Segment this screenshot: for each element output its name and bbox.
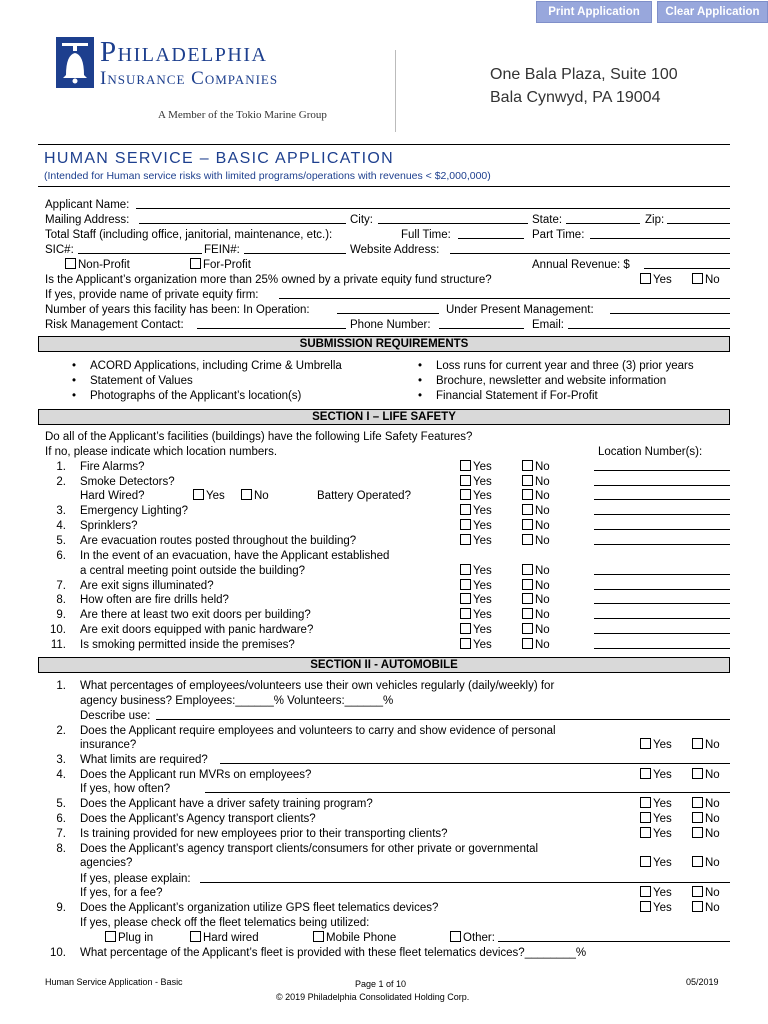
q-number: 6.	[56, 813, 66, 825]
annual-revenue-field[interactable]	[644, 258, 730, 269]
mailing-address-field[interactable]	[139, 213, 346, 224]
location-number-field[interactable]	[594, 504, 730, 515]
annual-revenue-label: Annual Revenue: $	[532, 259, 630, 271]
pe-firm-label: If yes, provide name of private equity firm:	[45, 289, 259, 301]
pe-no-option[interactable]	[692, 273, 720, 287]
yes-checkbox[interactable]	[640, 901, 651, 912]
mobile-phone-checkbox[interactable]	[313, 931, 324, 942]
page-title: HUMAN SERVICE – BASIC APPLICATION	[44, 150, 394, 167]
member-tagline: A Member of the Tokio Marine Group	[158, 109, 327, 121]
s2-q5: Does the Applicant have a driver safety training program?	[80, 798, 373, 810]
submission-item: • Photographs of the Applicant’s location(s)	[90, 389, 301, 403]
clear-application-button[interactable]: Clear Application	[657, 1, 768, 23]
q-number: 4.	[56, 769, 66, 781]
non-profit-option[interactable]	[65, 258, 130, 272]
no-checkbox[interactable]	[692, 886, 703, 897]
risk-contact-label: Risk Management Contact:	[45, 319, 184, 331]
risk-contact-field[interactable]	[197, 318, 346, 329]
section1-intro1: Do all of the Applicant’s facilities (buildings) have the following Life Safety Features?	[45, 431, 473, 443]
yes-checkbox[interactable]	[640, 812, 651, 823]
other-label: Other:	[463, 932, 495, 944]
s2-no-option[interactable]	[692, 738, 720, 752]
s1-q11: Is smoking permitted inside the premises?	[80, 639, 295, 651]
no-checkbox[interactable]	[522, 504, 533, 515]
no-checkbox[interactable]	[522, 534, 533, 545]
limits-field[interactable]	[220, 753, 730, 764]
no-checkbox[interactable]	[522, 460, 533, 471]
submission-item: • Brochure, newsletter and website information	[436, 374, 666, 388]
location-number-field[interactable]	[594, 519, 730, 530]
no-label: No	[705, 902, 720, 914]
no-label: No	[535, 520, 550, 532]
applicant-name-field[interactable]	[136, 198, 730, 209]
no-checkbox[interactable]	[692, 797, 703, 808]
hard-wired-yes-option[interactable]	[193, 489, 225, 503]
print-application-button[interactable]: Print Application	[536, 1, 652, 23]
part-time-field[interactable]	[590, 228, 730, 239]
s2-no-option[interactable]	[692, 901, 720, 915]
yes-checkbox[interactable]	[460, 504, 471, 515]
s2-q9b: If yes, please check off the fleet telematics being utilized:	[80, 917, 370, 929]
footer-date: 05/2019	[686, 977, 719, 987]
yes-checkbox[interactable]	[460, 460, 471, 471]
submission-item: • Financial Statement if For-Profit	[436, 389, 598, 403]
under-management-label: Under Present Management:	[446, 304, 594, 316]
location-number-field[interactable]	[594, 608, 730, 619]
other-checkbox[interactable]	[450, 931, 461, 942]
no-checkbox[interactable]	[692, 738, 703, 749]
full-time-field[interactable]	[458, 228, 524, 239]
s1-no-option[interactable]	[522, 638, 550, 652]
location-number-field[interactable]	[594, 579, 730, 590]
yes-label: Yes	[473, 609, 492, 621]
yes-label: Yes	[653, 857, 672, 869]
hard-wired-label: Hard wired	[203, 932, 259, 944]
section1-intro2: If no, please indicate which location numbers.	[45, 446, 278, 458]
no-label: No	[535, 535, 550, 547]
q-number: 8.	[56, 594, 66, 606]
pe-yes-checkbox[interactable]	[640, 273, 651, 284]
no-label: No	[535, 476, 550, 488]
no-checkbox[interactable]	[522, 564, 533, 575]
q-number: 7.	[56, 828, 66, 840]
s1-no-option[interactable]	[522, 564, 550, 578]
q-number: 1.	[56, 461, 66, 473]
no-checkbox[interactable]	[522, 638, 533, 649]
s2-q6: Does the Applicant’s Agency transport clients?	[80, 813, 316, 825]
yes-label: Yes	[473, 639, 492, 651]
page-subtitle: (Intended for Human service risks with limited programs/operations with revenues < $2,000,000)	[44, 170, 491, 182]
q-number: 5.	[56, 535, 66, 547]
no-label: No	[705, 828, 720, 840]
mvr-often-field[interactable]	[205, 782, 730, 793]
years-in-operation-label: Number of years this facility has been: In Operation:	[45, 304, 310, 316]
yes-label: Yes	[653, 902, 672, 914]
q-number: 5.	[56, 798, 66, 810]
applicant-name-label: Applicant Name:	[45, 199, 130, 211]
s2-yes-option[interactable]	[640, 768, 672, 782]
s1-no-option[interactable]	[522, 504, 550, 518]
submission-item: • Statement of Values	[90, 374, 193, 388]
no-checkbox[interactable]	[522, 623, 533, 634]
s2-q2a: Does the Applicant require employees and volunteers to carry and show evidence of personal	[80, 725, 556, 737]
yes-label: Yes	[653, 739, 672, 751]
sic-field[interactable]	[78, 243, 202, 254]
title-bottom-rule	[38, 186, 730, 187]
s2-yes-option[interactable]	[640, 827, 672, 841]
yes-label: Yes	[653, 813, 672, 825]
s1-q8: How often are fire drills held?	[80, 594, 229, 606]
s2-q3: What limits are required?	[80, 754, 208, 766]
s2-q9: Does the Applicant’s organization utilize GPS fleet telematics devices?	[80, 902, 439, 914]
email-field[interactable]	[568, 318, 730, 329]
s1-no-option[interactable]	[522, 623, 550, 637]
s1-hard-wired: Hard Wired?	[80, 490, 145, 502]
q-number: 2.	[56, 476, 66, 488]
liberty-bell-logo	[56, 37, 94, 88]
pe-yes-option[interactable]	[640, 273, 672, 287]
s1-q4: Sprinklers?	[80, 520, 138, 532]
footer-page: Page 1 of 10	[355, 979, 407, 989]
s1-battery: Battery Operated?	[317, 490, 411, 502]
sic-label: SIC#:	[45, 244, 74, 256]
s1-q6b: a central meeting point outside the building?	[80, 565, 306, 577]
q-number: 7.	[56, 580, 66, 592]
no-label: No	[705, 274, 720, 286]
s2-yes-option[interactable]	[640, 856, 672, 870]
s2-yes-option[interactable]	[640, 886, 672, 900]
s2-q1a: What percentages of employees/volunteers use their own vehicles regularly (daily/weekly) for	[80, 680, 555, 692]
yes-label: Yes	[653, 274, 672, 286]
s1-no-option[interactable]	[522, 475, 550, 489]
yes-checkbox[interactable]	[640, 886, 651, 897]
pe-firm-field[interactable]	[279, 288, 730, 299]
no-label: No	[535, 565, 550, 577]
s1-no-option[interactable]	[522, 489, 550, 503]
yes-label: Yes	[653, 887, 672, 899]
no-label: No	[535, 624, 550, 636]
no-label: No	[705, 739, 720, 751]
q-number: 1.	[56, 680, 66, 692]
yes-label: Yes	[653, 828, 672, 840]
s2-q4: Does the Applicant run MVRs on employees?	[80, 769, 312, 781]
yes-checkbox[interactable]	[460, 475, 471, 486]
full-time-label: Full Time:	[401, 229, 451, 241]
s1-q2: Smoke Detectors?	[80, 476, 175, 488]
no-checkbox[interactable]	[241, 489, 252, 500]
mobile-phone-option[interactable]	[313, 931, 396, 945]
s2-yes-option[interactable]	[640, 812, 672, 826]
s1-yes-option[interactable]	[460, 623, 492, 637]
under-management-field[interactable]	[610, 303, 730, 314]
q-number: 10.	[50, 624, 66, 636]
for-profit-checkbox[interactable]	[190, 258, 201, 269]
no-checkbox[interactable]	[522, 579, 533, 590]
no-checkbox[interactable]	[692, 812, 703, 823]
yes-checkbox[interactable]	[460, 564, 471, 575]
no-label: No	[535, 639, 550, 651]
location-number-field[interactable]	[594, 475, 730, 486]
zip-label: Zip:	[645, 214, 665, 226]
no-checkbox[interactable]	[522, 475, 533, 486]
no-label: No	[535, 505, 550, 517]
s2-no-option[interactable]	[692, 797, 720, 811]
s1-yes-option[interactable]	[460, 593, 492, 607]
company-name-line1: Philadelphia	[100, 36, 268, 68]
fein-field[interactable]	[244, 243, 346, 254]
s2-q8d: If yes, for a fee?	[80, 887, 163, 899]
pe-no-checkbox[interactable]	[692, 273, 703, 284]
s2-q4b: If yes, how often?	[80, 783, 171, 795]
no-label: No	[705, 887, 720, 899]
address-line1: One Bala Plaza, Suite 100	[490, 66, 678, 83]
s1-no-option[interactable]	[522, 460, 550, 474]
yes-label: Yes	[473, 461, 492, 473]
s1-q9: Are there at least two exit doors per building?	[80, 609, 311, 621]
no-label: No	[535, 580, 550, 592]
yes-label: Yes	[653, 798, 672, 810]
s2-yes-option[interactable]	[640, 738, 672, 752]
q-number: 4.	[56, 520, 66, 532]
yes-checkbox[interactable]	[460, 623, 471, 634]
describe-use-field[interactable]	[156, 709, 730, 720]
q-number: 3.	[56, 754, 66, 766]
zip-field[interactable]	[667, 213, 730, 224]
s1-no-option[interactable]	[522, 608, 550, 622]
s1-q10: Are exit doors equipped with panic hardware?	[80, 624, 314, 636]
no-checkbox[interactable]	[692, 827, 703, 838]
plug-in-checkbox[interactable]	[105, 931, 116, 942]
address-line2: Bala Cynwyd, PA 19004	[490, 89, 661, 106]
hard-wired-no-option[interactable]	[241, 489, 269, 503]
section1-header: SECTION I – LIFE SAFETY	[38, 409, 730, 425]
mailing-address-label: Mailing Address:	[45, 214, 130, 226]
no-label: No	[705, 769, 720, 781]
yes-label: Yes	[473, 565, 492, 577]
yes-label: Yes	[473, 520, 492, 532]
no-checkbox[interactable]	[522, 608, 533, 619]
submission-requirements-header: SUBMISSION REQUIREMENTS	[38, 336, 730, 352]
s1-q6a: In the event of an evacuation, have the Applicant established	[80, 550, 390, 562]
other-option[interactable]	[450, 931, 495, 945]
location-number-field[interactable]	[594, 489, 730, 500]
q-number: 10.	[50, 947, 66, 959]
other-field[interactable]	[498, 931, 730, 942]
s2-q8c: If yes, please explain:	[80, 873, 191, 885]
s1-yes-option[interactable]	[460, 564, 492, 578]
s1-yes-option[interactable]	[460, 608, 492, 622]
non-profit-label: Non-Profit	[78, 259, 130, 271]
s2-no-option[interactable]	[692, 886, 720, 900]
private-equity-question: Is the Applicant’s organization more than 25% owned by a private equity fund structure?	[45, 274, 492, 286]
yes-label: Yes	[473, 580, 492, 592]
no-label: No	[705, 857, 720, 869]
s2-q8b: agencies?	[80, 857, 133, 869]
s1-q7: Are exit signs illuminated?	[80, 580, 214, 592]
no-checkbox[interactable]	[522, 519, 533, 530]
yes-checkbox[interactable]	[460, 519, 471, 530]
s1-q3: Emergency Lighting?	[80, 505, 189, 517]
location-number-field[interactable]	[594, 623, 730, 634]
submission-item: • ACORD Applications, including Crime & Umbrella	[90, 359, 342, 373]
no-label: No	[705, 813, 720, 825]
q-number: 9.	[56, 609, 66, 621]
yes-checkbox[interactable]	[460, 579, 471, 590]
yes-checkbox[interactable]	[193, 489, 204, 500]
city-label: City:	[350, 214, 373, 226]
no-label: No	[535, 461, 550, 473]
no-checkbox[interactable]	[522, 593, 533, 604]
s1-q5: Are evacuation routes posted throughout the building?	[80, 535, 357, 547]
s2-no-option[interactable]	[692, 812, 720, 826]
state-label: State:	[532, 214, 563, 226]
yes-checkbox[interactable]	[640, 738, 651, 749]
s2-q1b: agency business? Employees:______% Volunteers:______%	[80, 695, 394, 707]
yes-label: Yes	[473, 535, 492, 547]
yes-checkbox[interactable]	[460, 593, 471, 604]
yes-label: Yes	[653, 769, 672, 781]
section2-header: SECTION II - AUTOMOBILE	[38, 657, 730, 673]
s2-q10: What percentage of the Applicant’s fleet is provided with these fleet telematics devices?________%	[80, 947, 587, 959]
no-checkbox[interactable]	[692, 768, 703, 779]
no-label: No	[254, 490, 269, 502]
location-number-field[interactable]	[594, 534, 730, 545]
s1-yes-option[interactable]	[460, 579, 492, 593]
s2-yes-option[interactable]	[640, 901, 672, 915]
no-label: No	[535, 594, 550, 606]
yes-label: Yes	[473, 594, 492, 606]
q-number: 9.	[56, 902, 66, 914]
years-in-operation-field[interactable]	[337, 303, 439, 314]
no-label: No	[535, 490, 550, 502]
s1-yes-option[interactable]	[460, 504, 492, 518]
total-staff-label: Total Staff (including office, janitorial, maintenance, etc.):	[45, 229, 333, 241]
s1-q1: Fire Alarms?	[80, 461, 145, 473]
s1-yes-option[interactable]	[460, 460, 492, 474]
location-number-field[interactable]	[594, 638, 730, 649]
footer-copyright: © 2019 Philadelphia Consolidated Holding Corp.	[276, 992, 470, 1002]
q-number: 2.	[56, 725, 66, 737]
hard-wired-checkbox[interactable]	[190, 931, 201, 942]
yes-label: Yes	[473, 624, 492, 636]
no-checkbox[interactable]	[692, 856, 703, 867]
yes-checkbox[interactable]	[640, 827, 651, 838]
yes-label: Yes	[473, 505, 492, 517]
website-label: Website Address:	[350, 244, 440, 256]
s1-yes-option[interactable]	[460, 519, 492, 533]
q-number: 11.	[50, 639, 66, 651]
yes-label: Yes	[473, 476, 492, 488]
phone-label: Phone Number:	[350, 319, 431, 331]
yes-checkbox[interactable]	[460, 534, 471, 545]
hard-wired-option[interactable]	[190, 931, 259, 945]
yes-checkbox[interactable]	[640, 797, 651, 808]
non-profit-checkbox[interactable]	[65, 258, 76, 269]
part-time-label: Part Time:	[532, 229, 585, 241]
location-number-field[interactable]	[594, 564, 730, 575]
for-profit-option[interactable]	[190, 258, 251, 272]
city-field[interactable]	[378, 213, 528, 224]
header-divider	[395, 50, 396, 132]
location-number-field[interactable]	[594, 593, 730, 604]
s2-q1c: Describe use:	[80, 710, 151, 722]
location-numbers-header: Location Number(s):	[598, 446, 703, 458]
s2-yes-option[interactable]	[640, 797, 672, 811]
plug-in-option[interactable]	[105, 931, 153, 945]
s1-no-option[interactable]	[522, 519, 550, 533]
q-number: 6.	[56, 550, 66, 562]
yes-checkbox[interactable]	[460, 489, 471, 500]
yes-checkbox[interactable]	[640, 768, 651, 779]
yes-checkbox[interactable]	[460, 638, 471, 649]
fein-label: FEIN#:	[204, 244, 240, 256]
s2-q8a: Does the Applicant’s agency transport clients/consumers for other private or governmental	[80, 843, 539, 855]
yes-checkbox[interactable]	[460, 608, 471, 619]
plug-in-label: Plug in	[118, 932, 154, 944]
submission-item: • Loss runs for current year and three (3) prior years	[436, 359, 694, 373]
for-profit-label: For-Profit	[203, 259, 251, 271]
q-number: 3.	[56, 505, 66, 517]
company-name-line2: Insurance Companies	[100, 68, 279, 89]
state-field[interactable]	[566, 213, 640, 224]
s1-yes-option[interactable]	[460, 475, 492, 489]
s1-yes-option[interactable]	[460, 638, 492, 652]
website-field[interactable]	[450, 243, 730, 254]
phone-field[interactable]	[439, 318, 524, 329]
no-checkbox[interactable]	[692, 901, 703, 912]
title-top-rule	[38, 144, 730, 145]
q-number: 8.	[56, 843, 66, 855]
location-number-field[interactable]	[594, 460, 730, 471]
s2-no-option[interactable]	[692, 827, 720, 841]
s2-q2b: insurance?	[80, 739, 137, 751]
footer-left: Human Service Application - Basic	[45, 977, 183, 987]
mobile-phone-label: Mobile Phone	[326, 932, 397, 944]
yes-label: Yes	[473, 490, 492, 502]
s2-no-option[interactable]	[692, 856, 720, 870]
s1-yes-option[interactable]	[460, 534, 492, 548]
yes-label: Yes	[206, 490, 225, 502]
s1-yes-option[interactable]	[460, 489, 492, 503]
email-label: Email:	[532, 319, 564, 331]
no-label: No	[535, 609, 550, 621]
s1-no-option[interactable]	[522, 579, 550, 593]
no-checkbox[interactable]	[522, 489, 533, 500]
s2-q7: Is training provided for new employees prior to their transporting clients?	[80, 828, 448, 840]
yes-checkbox[interactable]	[640, 856, 651, 867]
s1-no-option[interactable]	[522, 593, 550, 607]
s2-no-option[interactable]	[692, 768, 720, 782]
no-label: No	[705, 798, 720, 810]
s1-no-option[interactable]	[522, 534, 550, 548]
explain-field[interactable]	[200, 872, 730, 883]
